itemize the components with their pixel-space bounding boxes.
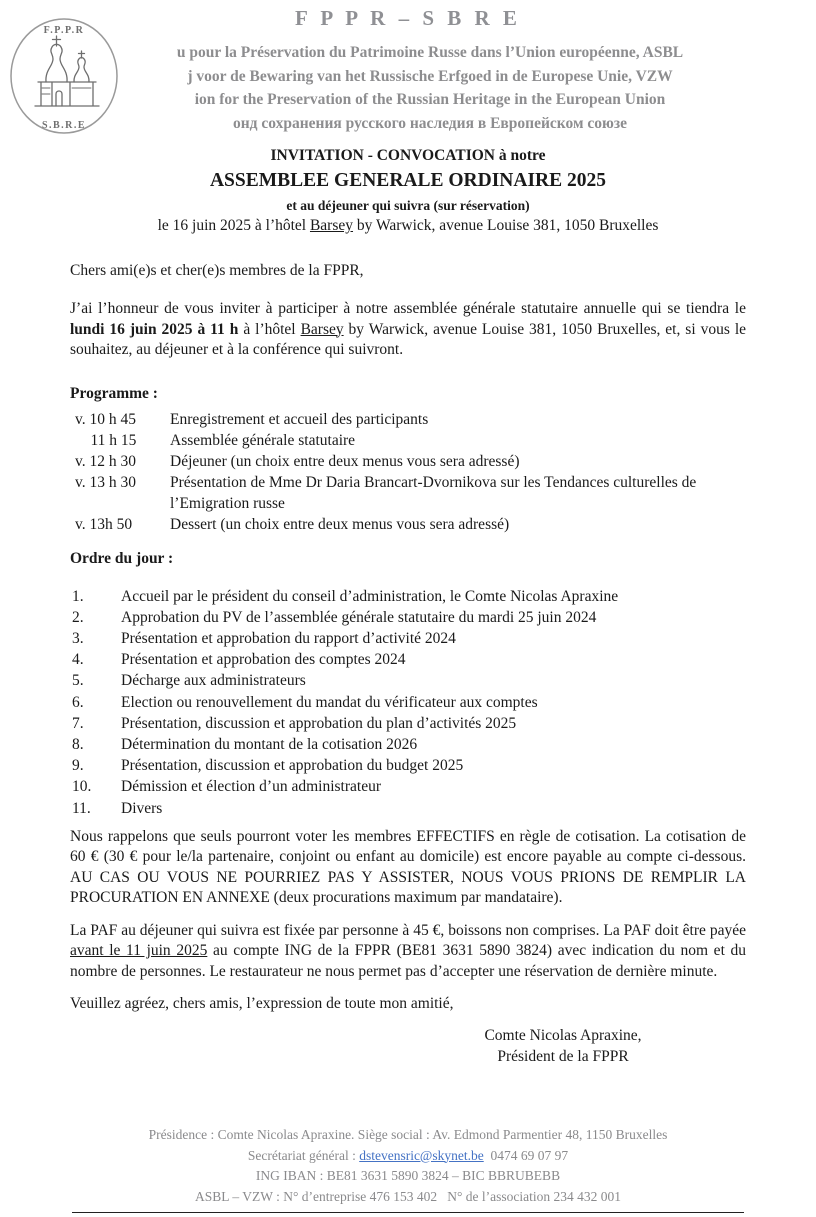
agenda-text: Décharge aux administrateurs <box>121 672 306 690</box>
org-name-dutch: j voor de Bewaring van het Russische Erfgoed in de Europese Unie, VZW <box>187 67 673 85</box>
agenda-item <box>70 713 746 734</box>
programme-time: 11 h 15 <box>75 431 137 449</box>
programme-text: Dessert (un choix entre deux menus vous sera adressé) <box>170 515 510 533</box>
payment-deadline: avant le 11 juin 2025 <box>70 942 208 960</box>
agenda-number: 11. <box>72 799 91 817</box>
hotel-name: Barsey <box>309 217 354 234</box>
agenda-item <box>70 628 746 649</box>
svg-text:S.B.R.E: S.B.R.E <box>41 120 87 131</box>
programme-time: v. 10 h 45 <box>75 410 136 428</box>
letter-footer <box>0 1125 816 1207</box>
paf-paragraph <box>70 921 746 983</box>
assembly-title: ASSEMBLEE GENERALE ORDINAIRE 2025 <box>209 170 607 191</box>
programme-item <box>70 451 746 472</box>
agenda-number: 6. <box>72 693 84 711</box>
intro-paragraph <box>70 299 746 361</box>
programme-item <box>70 472 746 514</box>
programme-list <box>70 409 746 535</box>
invitation-line: INVITATION - CONVOCATION à notre <box>270 147 546 164</box>
hotel-name: Barsey <box>300 320 344 338</box>
programme-time: v. 12 h 30 <box>75 452 136 470</box>
agenda-number: 10. <box>72 778 92 796</box>
agenda-item <box>70 607 746 628</box>
programme-heading: Programme : <box>70 384 158 402</box>
agenda-item <box>70 586 746 607</box>
intro-text-pre: J’ai l’honneur de vous inviter à participer à notre assemblée générale statutaire annuelle qui se tiendra le <box>70 300 746 317</box>
secretariat-label: Secrétariat général : <box>247 1147 360 1163</box>
agenda-number: 9. <box>72 757 84 775</box>
intro-text-mid: à l’hôtel <box>238 320 301 338</box>
paf-text-pre: La PAF au déjeuner qui suivra est fixée par personne à 45 €, boissons non comprises. La PAF doit être payée <box>70 921 746 939</box>
agenda-text: Accueil par le président du conseil d’administration, le Comte Nicolas Apraxine <box>121 587 619 605</box>
agenda-number: 1. <box>72 587 84 605</box>
agenda-text: Approbation du PV de l’assemblée générale statutaire du mardi 25 juin 2024 <box>121 608 597 626</box>
agenda-text: Divers <box>121 799 163 817</box>
signature-title: Président de la FPPR <box>497 1048 629 1066</box>
date-text-post: by Warwick, avenue Louise 381, 1050 Bruxelles <box>353 217 659 234</box>
svg-text:F.P.P.R: F.P.P.R <box>43 25 85 36</box>
event-date-line <box>0 217 816 235</box>
agenda-text: Détermination du montant de la cotisation 2026 <box>121 735 418 753</box>
signature-block <box>428 1025 698 1068</box>
agenda-number: 7. <box>72 714 84 732</box>
date-text-pre: le 16 juin 2025 à l’hôtel <box>157 217 310 234</box>
agenda-heading: Ordre du jour : <box>70 549 174 567</box>
programme-text: Déjeuner (un choix entre deux menus vous sera adressé) <box>170 452 520 470</box>
programme-time: v. 13 h 30 <box>75 473 136 491</box>
salutation: Chers ami(e)s et cher(e)s membres de la FPPR, <box>70 262 364 279</box>
agenda-list <box>70 586 746 819</box>
agenda-number: 5. <box>72 672 84 690</box>
agenda-item <box>70 649 746 670</box>
agenda-item <box>70 670 746 691</box>
document-page <box>0 6 816 1204</box>
paf-text-post: au compte ING de la FPPR (BE81 3631 5890 3824) avec indication du nom et du nombre de personnes. Le restaurateur ne nous permet pas d’accepter une réservation de dernière minute. <box>70 942 747 980</box>
voting-note-paragraph: Nous rappelons que seuls pourront voter les membres EFFECTIFS en règle de cotisation. La cotisation de 60 € (30 € pour le/la partenaire, conjoint ou enfant au domicile) est encore payable au compte ci-dessous. AU CAS OU VOUS NE POURRIEZ PAS Y ASSISTER, NOUS VOUS PRIONS DE REMPLIR LA PROCURATION EN ANNEXE (deux procurations maximum par mandataire). <box>70 827 746 907</box>
agenda-number: 8. <box>72 735 84 753</box>
signature-name: Comte Nicolas Apraxine, <box>484 1026 642 1044</box>
footer-secretariat-line <box>0 1146 816 1167</box>
intro-text-post: by Warwick, avenue Louise 381, 1050 Bruxelles, et, si vous le souhaitez, au déjeuner et à la conférence qui suivront. <box>70 320 747 358</box>
org-names-block <box>112 41 748 135</box>
programme-text: Enregistrement et accueil des participants <box>170 410 429 428</box>
footer-presidence-line: Présidence : Comte Nicolas Apraxine. Siège social : Av. Edmond Parmentier 48, 1150 Bruxelles <box>148 1127 668 1142</box>
agenda-text: Présentation et approbation des comptes 2024 <box>121 651 406 669</box>
phone-number: 0474 69 07 97 <box>483 1147 569 1163</box>
event-datetime: lundi 16 juin 2025 à 11 h <box>70 320 239 338</box>
org-name-french: u pour la Préservation du Patrimoine Russe dans l’Union européenne, ASBL <box>176 44 684 61</box>
agenda-number: 4. <box>72 651 84 669</box>
agenda-item <box>70 798 746 819</box>
org-acronym-title: F P P R – S B R E <box>295 6 521 30</box>
programme-item <box>70 430 746 451</box>
org-name-english: ion for the Preservation of the Russian Heritage in the European Union <box>194 91 666 108</box>
agenda-number: 2. <box>72 608 84 626</box>
bottom-divider <box>72 1212 744 1213</box>
agenda-item <box>70 755 746 776</box>
agenda-text: Présentation, discussion et approbation du plan d’activités 2025 <box>121 714 517 732</box>
agenda-item <box>70 692 746 713</box>
agenda-number: 3. <box>72 629 84 647</box>
programme-item <box>70 409 746 430</box>
agenda-text: Présentation et approbation du rapport d’activité 2024 <box>121 629 456 647</box>
programme-text: Présentation de Mme Dr Daria Brancart-Dvornikova sur les Tendances culturelles de l’Emigration russe <box>170 473 697 512</box>
programme-item <box>70 514 746 535</box>
fppr-church-logo <box>8 16 120 136</box>
closing-line: Veuillez agréez, chers amis, l’expression de toute mon amitié, <box>70 995 454 1013</box>
letter-body <box>0 261 816 1068</box>
org-name-russian: онд сохранения русского наследия в Европейском союзе <box>232 114 627 132</box>
invitation-heading-block <box>0 147 816 235</box>
footer-iban-line: ING IBAN : BE81 3631 5890 3824 – BIC BBRUBEBB <box>255 1168 561 1183</box>
email-link[interactable]: dstevensric@skynet.be <box>359 1147 484 1163</box>
lunch-note: et au déjeuner qui suivra (sur réservation) <box>286 198 530 213</box>
agenda-text: Présentation, discussion et approbation du budget 2025 <box>121 757 464 775</box>
footer-registration-line: ASBL – VZW : N° d’entreprise 476 153 402 N° de l’association 234 432 001 <box>195 1188 621 1204</box>
programme-text: Assemblée générale statutaire <box>170 431 356 449</box>
programme-time: v. 13h 50 <box>75 515 133 533</box>
agenda-item <box>70 776 746 797</box>
agenda-text: Election ou renouvellement du mandat du vérificateur aux comptes <box>121 693 538 711</box>
agenda-text: Démission et élection d’un administrateur <box>121 778 381 796</box>
church-logo-icon <box>8 16 120 136</box>
agenda-item <box>70 734 746 755</box>
